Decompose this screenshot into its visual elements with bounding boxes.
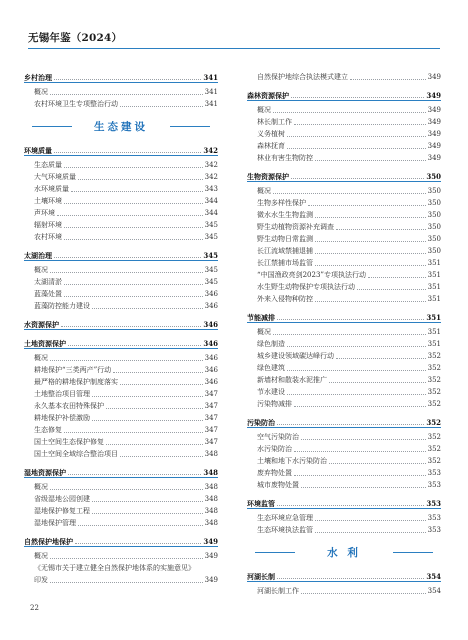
dot-leader bbox=[50, 558, 203, 559]
toc-subentry[interactable] bbox=[247, 454, 441, 466]
toc-entry-title: 乡村治理 bbox=[24, 73, 52, 82]
toc-subentry[interactable] bbox=[247, 208, 441, 220]
dot-leader bbox=[287, 394, 426, 395]
toc-entry-title: “中国渔政亮剑2023”专项执法行动 bbox=[257, 271, 366, 279]
toc-entry-title: 环境质量 bbox=[24, 146, 52, 155]
dot-leader bbox=[64, 239, 203, 240]
toc-entry-title: 水环境质量 bbox=[34, 185, 69, 193]
toc-page-number: 352 bbox=[427, 457, 441, 465]
dot-leader bbox=[120, 456, 203, 457]
toc-subentry[interactable] bbox=[24, 287, 218, 299]
yearbook-title: 无锡年鉴（2024） bbox=[28, 32, 123, 44]
toc-page-number: 350 bbox=[427, 223, 441, 231]
toc-subentry[interactable] bbox=[24, 170, 218, 182]
toc-entry-title: 永久基本农田特殊保护 bbox=[34, 402, 104, 410]
toc-entry-title: 生物资源保护 bbox=[247, 172, 289, 181]
dot-leader bbox=[68, 345, 201, 346]
toc-subentry[interactable] bbox=[247, 139, 441, 151]
category-heading bbox=[247, 539, 441, 565]
toc-page-number: 351 bbox=[426, 313, 441, 322]
dot-leader bbox=[315, 520, 426, 521]
toc-entry-title: 外来入侵物种防控 bbox=[257, 295, 313, 303]
toc-page-number: 348 bbox=[204, 495, 218, 503]
toc-entry-title: 生态环境执法监管 bbox=[257, 526, 313, 534]
toc-page-number: 349 bbox=[427, 106, 441, 114]
toc-entry-title: 绿色制造 bbox=[257, 340, 285, 348]
toc-entry-title: 自然保护地综合执法模式建立 bbox=[257, 73, 348, 81]
toc-page-number: 348 bbox=[204, 507, 218, 515]
toc-subentry[interactable] bbox=[24, 85, 218, 97]
toc-page-number: 353 bbox=[426, 499, 441, 508]
dot-leader bbox=[120, 106, 203, 107]
toc-page-number: 342 bbox=[204, 161, 218, 169]
dot-leader bbox=[294, 124, 426, 125]
toc-entry-title: 土壤环境 bbox=[34, 197, 62, 205]
toc-page-number: 346 bbox=[204, 354, 218, 362]
dot-leader bbox=[294, 475, 426, 476]
toc-page-number: 352 bbox=[427, 352, 441, 360]
dot-leader bbox=[301, 439, 426, 440]
dot-leader bbox=[92, 513, 203, 514]
toc-page-number: 347 bbox=[204, 402, 218, 410]
page-number: 22 bbox=[30, 604, 39, 612]
dot-leader bbox=[277, 505, 424, 506]
toc-page-number: 348 bbox=[204, 450, 218, 458]
toc-page-number: 343 bbox=[204, 185, 218, 193]
toc-entry-title: 《无锡市关于建立健全自然保护地体系的实施意见》 bbox=[34, 564, 195, 572]
toc-entry-title: 农村环境卫生专项整治行动 bbox=[34, 100, 118, 108]
toc-entry-title: 土地资源保护 bbox=[24, 339, 66, 348]
toc-page-number: 353 bbox=[427, 514, 441, 522]
toc-page-number: 346 bbox=[204, 378, 218, 386]
dot-leader bbox=[50, 582, 203, 583]
toc-entry-title: 节能减排 bbox=[247, 313, 275, 322]
toc-entry-title: 概况 bbox=[257, 106, 271, 114]
toc-entry-title: 太湖清淤 bbox=[34, 278, 62, 286]
dot-leader bbox=[50, 272, 203, 273]
dot-leader bbox=[50, 489, 203, 490]
toc-page-number: 351 bbox=[427, 271, 441, 279]
dot-leader bbox=[294, 406, 426, 407]
toc-entry-title: 野生动植物资源补充调查 bbox=[257, 223, 334, 231]
dot-leader bbox=[50, 94, 203, 95]
toc-page-number: 349 bbox=[203, 537, 218, 546]
toc-entry-title: 国土空间生态保护修复 bbox=[34, 438, 104, 446]
toc-subentry[interactable] bbox=[247, 325, 441, 337]
dot-leader bbox=[273, 334, 426, 335]
toc-page-number: 352 bbox=[427, 433, 441, 441]
dot-leader bbox=[308, 205, 426, 206]
dot-leader bbox=[78, 179, 203, 180]
dot-leader bbox=[301, 487, 426, 488]
toc-page-number: 344 bbox=[204, 209, 218, 217]
dot-leader bbox=[64, 167, 203, 168]
dot-leader bbox=[315, 217, 426, 218]
toc-subentry[interactable] bbox=[247, 196, 441, 208]
toc-subentry[interactable] bbox=[247, 337, 441, 349]
toc-subentry[interactable] bbox=[24, 206, 218, 218]
toc-page-number: 350 bbox=[427, 235, 441, 243]
toc-entry-title: 蓝藻处置 bbox=[34, 290, 62, 298]
toc-subentry[interactable] bbox=[247, 256, 441, 268]
toc-page-number: 351 bbox=[427, 259, 441, 267]
dot-leader bbox=[315, 160, 426, 161]
toc-subentry[interactable] bbox=[24, 516, 218, 528]
toc-entry-title: 生态质量 bbox=[34, 161, 62, 169]
dot-leader bbox=[301, 593, 426, 594]
toc-page-number: 352 bbox=[427, 400, 441, 408]
toc-subentry[interactable] bbox=[24, 218, 218, 230]
toc-subentry[interactable] bbox=[24, 492, 218, 504]
dot-leader bbox=[294, 451, 426, 452]
toc-subentry[interactable] bbox=[24, 561, 218, 573]
toc-section-entry[interactable] bbox=[24, 465, 218, 478]
category-heading-label: 生态建设 bbox=[94, 120, 148, 133]
dot-leader bbox=[54, 79, 201, 80]
toc-section-entry[interactable] bbox=[247, 496, 441, 509]
toc-subentry[interactable] bbox=[24, 363, 218, 375]
toc-page-number: 346 bbox=[203, 320, 218, 329]
toc-entry-title: 生态修复 bbox=[34, 426, 62, 434]
toc-subentry[interactable] bbox=[247, 280, 441, 292]
dot-leader bbox=[68, 474, 201, 475]
toc-page-number: 349 bbox=[426, 91, 441, 100]
toc-subentry[interactable] bbox=[24, 263, 218, 275]
toc-page-number: 345 bbox=[204, 221, 218, 229]
dot-leader bbox=[315, 253, 426, 254]
toc-entry-title: 节水建设 bbox=[257, 388, 285, 396]
dot-leader bbox=[315, 532, 426, 533]
toc-entry-title: 最严格的耕地保护制度落实 bbox=[34, 378, 118, 386]
toc-entry-title: 水资源保护 bbox=[24, 320, 59, 329]
dot-leader bbox=[64, 432, 203, 433]
toc-subentry[interactable] bbox=[24, 351, 218, 363]
toc-page-number: 347 bbox=[204, 414, 218, 422]
toc-entry-title: 微水水生生物监测 bbox=[257, 211, 313, 219]
toc-page-number: 353 bbox=[427, 481, 441, 489]
toc-entry-title: 城市废物处置 bbox=[257, 481, 299, 489]
toc-entry-title: 概况 bbox=[34, 483, 48, 491]
toc-subentry[interactable] bbox=[24, 182, 218, 194]
toc-subentry[interactable] bbox=[24, 549, 218, 561]
dot-leader bbox=[64, 284, 203, 285]
dot-leader bbox=[78, 525, 203, 526]
toc-subentry[interactable] bbox=[247, 430, 441, 442]
toc-entry-title: 耕地保护补偿激励 bbox=[34, 414, 90, 422]
toc-entry-title: 野生动物日常监测 bbox=[257, 235, 313, 243]
dot-leader bbox=[291, 97, 424, 98]
toc-entry-title: 水污染防治 bbox=[257, 445, 292, 453]
toc-entry-title: 生态环境应急管理 bbox=[257, 514, 313, 522]
toc-page-number: 350 bbox=[426, 172, 441, 181]
dot-leader bbox=[277, 578, 424, 579]
dot-leader bbox=[57, 215, 203, 216]
toc-page-number: 348 bbox=[204, 519, 218, 527]
toc-page-number: 350 bbox=[427, 199, 441, 207]
header-rule bbox=[28, 48, 440, 49]
toc-entry-title: 污染物减排 bbox=[257, 400, 292, 408]
toc-entry-title: 森林抚育 bbox=[257, 142, 285, 150]
toc-entry-title: 河湖长制工作 bbox=[257, 587, 299, 595]
dot-leader bbox=[287, 136, 426, 137]
toc-subentry[interactable] bbox=[247, 103, 441, 115]
toc-page-number: 349 bbox=[427, 118, 441, 126]
dot-leader bbox=[273, 193, 426, 194]
toc-section-entry[interactable] bbox=[24, 143, 218, 156]
dot-leader bbox=[368, 277, 426, 278]
toc-page-number: 352 bbox=[427, 376, 441, 384]
toc-entry-title: 湿地保护管理 bbox=[34, 519, 76, 527]
toc-section-entry[interactable] bbox=[24, 248, 218, 261]
dot-leader bbox=[92, 501, 203, 502]
toc-page-number: 347 bbox=[204, 438, 218, 446]
toc-page-number: 345 bbox=[203, 251, 218, 260]
toc-page-number: 350 bbox=[427, 187, 441, 195]
toc-entry-title: 声环境 bbox=[34, 209, 55, 217]
toc-entry-title: 概况 bbox=[34, 552, 48, 560]
toc-page-number: 352 bbox=[427, 388, 441, 396]
toc-entry-title: 概况 bbox=[257, 328, 271, 336]
dot-leader bbox=[75, 543, 201, 544]
toc-page-number: 351 bbox=[427, 283, 441, 291]
toc-page-number: 354 bbox=[427, 587, 441, 595]
toc-subentry[interactable] bbox=[247, 244, 441, 256]
toc-subentry[interactable] bbox=[24, 97, 218, 109]
toc-page-number: 345 bbox=[204, 266, 218, 274]
toc-subentry[interactable] bbox=[247, 511, 441, 523]
toc-subentry[interactable] bbox=[24, 230, 218, 242]
toc-section-entry[interactable] bbox=[247, 415, 441, 428]
toc-page-number: 344 bbox=[204, 197, 218, 205]
toc-subentry[interactable] bbox=[247, 523, 441, 535]
toc-page-number: 350 bbox=[427, 211, 441, 219]
toc-subentry[interactable] bbox=[24, 504, 218, 516]
toc-subentry[interactable] bbox=[247, 478, 441, 490]
dot-leader bbox=[106, 408, 203, 409]
dot-leader bbox=[92, 396, 203, 397]
toc-page-number: 353 bbox=[427, 469, 441, 477]
toc-entry-title: 大气环境质量 bbox=[34, 173, 76, 181]
toc-page-number: 342 bbox=[204, 173, 218, 181]
toc-subentry[interactable] bbox=[247, 151, 441, 163]
toc-subentry[interactable] bbox=[247, 361, 441, 373]
toc-entry-title: 国土空间全域综合整治项目 bbox=[34, 450, 118, 458]
toc-subentry[interactable] bbox=[24, 387, 218, 399]
toc-subentry[interactable] bbox=[247, 127, 441, 139]
toc-entry-title: 生物多样性保护 bbox=[257, 199, 306, 207]
toc-entry-title: 概况 bbox=[257, 187, 271, 195]
dot-leader bbox=[64, 296, 203, 297]
dot-leader bbox=[64, 203, 203, 204]
toc-subentry[interactable] bbox=[24, 194, 218, 206]
toc-page-number: 346 bbox=[203, 339, 218, 348]
toc-page-number: 347 bbox=[204, 390, 218, 398]
dot-leader bbox=[287, 370, 426, 371]
toc-page-number: 349 bbox=[204, 552, 218, 560]
toc-entry-title: 空气污染防治 bbox=[257, 433, 299, 441]
toc-page-number: 348 bbox=[204, 483, 218, 491]
toc-subentry[interactable] bbox=[247, 466, 441, 478]
dot-leader bbox=[277, 319, 424, 320]
toc-entry-title: 水生野生动物保护专项执法行动 bbox=[257, 283, 355, 291]
dot-leader bbox=[92, 308, 203, 309]
toc-entry-title: 土壤和地下水污染防治 bbox=[257, 457, 327, 465]
toc-subentry[interactable] bbox=[24, 573, 218, 585]
toc-subentry[interactable] bbox=[24, 423, 218, 435]
toc-subentry[interactable] bbox=[24, 480, 218, 492]
toc-subentry[interactable] bbox=[24, 375, 218, 387]
dot-leader bbox=[329, 382, 426, 383]
toc-subentry[interactable] bbox=[247, 184, 441, 196]
dot-leader bbox=[106, 444, 203, 445]
dot-leader bbox=[92, 420, 203, 421]
toc-page-number: 350 bbox=[427, 247, 441, 255]
toc-entry-title: 新墙材和散装水泥推广 bbox=[257, 376, 327, 384]
toc-subentry[interactable] bbox=[24, 275, 218, 287]
dot-leader bbox=[336, 229, 426, 230]
dot-leader bbox=[277, 424, 424, 425]
dot-leader bbox=[287, 148, 426, 149]
toc-entry-title: 省级湿地公园创建 bbox=[34, 495, 90, 503]
toc-section-entry[interactable] bbox=[24, 317, 218, 330]
toc-section-entry[interactable] bbox=[247, 569, 441, 582]
toc-page-number: 341 bbox=[204, 88, 218, 96]
toc-page-number: 346 bbox=[204, 366, 218, 374]
dot-leader bbox=[315, 265, 426, 266]
toc-entry-title: 湿地资源保护 bbox=[24, 468, 66, 477]
toc-entry-title: 耕地保护“三类两产”行动 bbox=[34, 366, 112, 374]
dot-leader bbox=[273, 112, 426, 113]
toc-subentry[interactable] bbox=[24, 435, 218, 447]
toc-subentry[interactable] bbox=[247, 220, 441, 232]
toc-entry-title: 废弃物处置 bbox=[257, 469, 292, 477]
toc-entry-title: 义务植树 bbox=[257, 130, 285, 138]
toc-page-number: 345 bbox=[204, 278, 218, 286]
toc-entry-title: 长江流域禁捕退捕 bbox=[257, 247, 313, 255]
toc-page-number: 346 bbox=[204, 302, 218, 310]
toc-page-number: 342 bbox=[203, 146, 218, 155]
toc-entry-title: 蓝藻防控能力建设 bbox=[34, 302, 90, 310]
toc-entry-title: 环境监管 bbox=[247, 499, 275, 508]
toc-entry-title: 绿色建筑 bbox=[257, 364, 285, 372]
toc-entry-title: 污染防治 bbox=[247, 418, 275, 427]
toc-right-column bbox=[247, 70, 441, 596]
dot-leader bbox=[54, 152, 201, 153]
dot-leader bbox=[71, 191, 203, 192]
dot-leader bbox=[357, 289, 426, 290]
toc-entry-title: 辐射环境 bbox=[34, 221, 62, 229]
dot-leader bbox=[315, 301, 426, 302]
dot-leader bbox=[329, 463, 426, 464]
category-heading-label: 水 利 bbox=[327, 546, 361, 559]
toc-page-number: 347 bbox=[204, 426, 218, 434]
toc-entry-title: 森林资源保护 bbox=[247, 91, 289, 100]
dot-leader bbox=[50, 360, 203, 361]
toc-page-number: 349 bbox=[204, 576, 218, 584]
toc-entry-title: 概况 bbox=[34, 354, 48, 362]
dot-leader bbox=[64, 227, 203, 228]
toc-page-number: 351 bbox=[427, 295, 441, 303]
toc-page-number: 349 bbox=[427, 154, 441, 162]
toc-subentry[interactable] bbox=[24, 299, 218, 311]
toc-section-entry[interactable] bbox=[247, 169, 441, 182]
toc-subentry[interactable] bbox=[24, 158, 218, 170]
toc-section-entry[interactable] bbox=[24, 336, 218, 349]
toc-page-number: 348 bbox=[203, 468, 218, 477]
toc-subentry[interactable] bbox=[247, 292, 441, 304]
dot-leader bbox=[287, 346, 426, 347]
toc-left-column bbox=[24, 70, 218, 585]
toc-subentry[interactable] bbox=[247, 584, 441, 596]
category-heading bbox=[24, 113, 218, 139]
toc-entry-title: 林长制工作 bbox=[257, 118, 292, 126]
toc-page-number: 354 bbox=[426, 572, 441, 581]
toc-subentry[interactable] bbox=[247, 349, 441, 361]
dot-leader bbox=[350, 79, 426, 80]
dot-leader bbox=[315, 241, 426, 242]
toc-entry-title: 土地整治项目管理 bbox=[34, 390, 90, 398]
toc-entry-title: 河湖长制 bbox=[247, 572, 275, 581]
toc-page-number: 349 bbox=[427, 142, 441, 150]
toc-entry-title: 太湖治理 bbox=[24, 251, 52, 260]
toc-section-entry[interactable] bbox=[247, 88, 441, 101]
toc-page-number: 351 bbox=[427, 328, 441, 336]
toc-page-number: 353 bbox=[427, 526, 441, 534]
toc-page-number: 341 bbox=[204, 100, 218, 108]
toc-page-number: 352 bbox=[427, 364, 441, 372]
toc-subentry[interactable] bbox=[24, 399, 218, 411]
toc-entry-title: 农村环境 bbox=[34, 233, 62, 241]
toc-entry-title: 自然保护地保护 bbox=[24, 537, 73, 546]
toc-subentry[interactable] bbox=[247, 442, 441, 454]
toc-entry-title: 印发 bbox=[34, 576, 48, 584]
dot-leader bbox=[113, 372, 202, 373]
toc-page-number: 341 bbox=[203, 73, 218, 82]
toc-page-number: 349 bbox=[427, 73, 441, 81]
toc-section-entry[interactable] bbox=[247, 310, 441, 323]
toc-entry-title: 林业有害生物防控 bbox=[257, 154, 313, 162]
toc-subentry[interactable] bbox=[247, 373, 441, 385]
toc-subentry[interactable] bbox=[247, 70, 441, 82]
toc-entry-title: 城乡建设领域碳达峰行动 bbox=[257, 352, 334, 360]
toc-subentry[interactable] bbox=[247, 268, 441, 280]
toc-subentry[interactable] bbox=[247, 385, 441, 397]
toc-entry-title: 湿地保护修复工程 bbox=[34, 507, 90, 515]
toc-section-entry[interactable] bbox=[24, 534, 218, 547]
toc-entry-title: 长江禁捕市场监管 bbox=[257, 259, 313, 267]
toc-section-entry[interactable] bbox=[24, 70, 218, 83]
toc-page-number: 352 bbox=[427, 445, 441, 453]
dot-leader bbox=[120, 384, 203, 385]
toc-subentry[interactable] bbox=[24, 447, 218, 459]
dot-leader bbox=[291, 178, 424, 179]
toc-page-number: 352 bbox=[426, 418, 441, 427]
toc-subentry[interactable] bbox=[24, 411, 218, 423]
toc-page-number: 345 bbox=[204, 233, 218, 241]
toc-subentry[interactable] bbox=[247, 115, 441, 127]
dot-leader bbox=[61, 326, 201, 327]
toc-page-number: 349 bbox=[427, 130, 441, 138]
dot-leader bbox=[336, 358, 426, 359]
toc-entry-title: 概况 bbox=[34, 266, 48, 274]
toc-page-number: 351 bbox=[427, 340, 441, 348]
dot-leader bbox=[54, 257, 201, 258]
toc-subentry[interactable] bbox=[247, 397, 441, 409]
toc-subentry[interactable] bbox=[247, 232, 441, 244]
toc-entry-title: 概况 bbox=[34, 88, 48, 96]
toc-page-number: 346 bbox=[204, 290, 218, 298]
